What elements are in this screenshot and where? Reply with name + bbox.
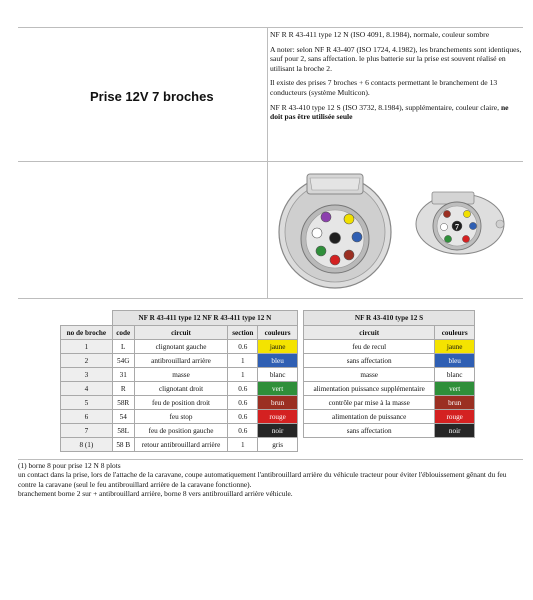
table-12s <box>303 310 475 438</box>
col-code: code <box>112 326 134 340</box>
wire-section: 1 <box>228 438 258 452</box>
socket-pin-7-label: 7 <box>455 222 459 232</box>
frame-divider <box>267 27 268 298</box>
pin-1-yellow <box>344 214 354 224</box>
table-row <box>304 368 475 382</box>
footnote-1: (1) borne 8 pour prise 12 N 8 plots <box>18 461 121 470</box>
wire-section: 0.6 <box>228 424 258 438</box>
pin-2-blue <box>352 232 362 242</box>
wire-color: bleu <box>258 354 298 368</box>
table-row <box>61 410 298 424</box>
table-row <box>304 424 475 438</box>
circuit-name: alimentation puissance supplémentaire <box>304 382 435 396</box>
pin-6-red <box>330 255 340 265</box>
circuit-code: R <box>112 382 134 396</box>
circuit-code: 31 <box>112 368 134 382</box>
wire-section: 1 <box>228 354 258 368</box>
pin-8-purple <box>321 212 331 222</box>
wire-section: 0.6 <box>228 382 258 396</box>
table-row <box>61 354 298 368</box>
broche-number: 6 <box>61 410 113 424</box>
circuit-name: feu de position droit <box>134 396 228 410</box>
note-4-text: NF R 43-410 type 12 S (ISO 3732, 8.1984), supplémentaire, couleur claire, <box>270 102 500 112</box>
table-row <box>61 382 298 396</box>
wire-section: 1 <box>228 368 258 382</box>
pin-4-green <box>316 246 326 256</box>
circuit-name: sans affectation <box>304 354 435 368</box>
col-couleurs: couleurs <box>258 326 298 340</box>
table-row <box>61 424 298 438</box>
circuit-name: clignotant gauche <box>134 340 228 354</box>
norm-notes <box>270 30 522 127</box>
wire-color: brun <box>258 396 298 410</box>
circuit-name: alimentation de puissance <box>304 410 435 424</box>
circuit-name: feu de position gauche <box>134 424 228 438</box>
pin-7-black <box>330 233 341 244</box>
pin-5-brown <box>344 250 354 260</box>
wire-color: blanc <box>435 368 475 382</box>
table-row <box>304 354 475 368</box>
broche-number: 5 <box>61 396 113 410</box>
circuit-name: feu stop <box>134 410 228 424</box>
pin-3-white <box>312 228 322 238</box>
col-circuit: circuit <box>134 326 228 340</box>
table-row <box>304 410 475 424</box>
broche-number: 1 <box>61 340 113 354</box>
table-row <box>304 382 475 396</box>
table-row <box>61 340 298 354</box>
wire-color: bleu <box>435 354 475 368</box>
wire-color: rouge <box>435 410 475 424</box>
footnote-3: branchement borne 2 sur + antibrouillard arrière, borne 8 vers antibrouillard arrière véhicule. <box>18 489 293 499</box>
frame-bottom <box>18 298 523 299</box>
circuit-code: 58R <box>112 396 134 410</box>
table-12s-title: NF R 43-410 type 12 S <box>304 311 475 326</box>
socket-12s-drawing <box>416 192 504 254</box>
wire-color: vert <box>258 382 298 396</box>
circuit-name: retour antibrouillard arrière <box>134 438 228 452</box>
broche-number: 7 <box>61 424 113 438</box>
table-12n <box>60 310 298 452</box>
socket-illustrations <box>270 164 523 294</box>
footer-rule <box>18 459 523 460</box>
table-row <box>61 368 298 382</box>
circuit-name: masse <box>134 368 228 382</box>
broche-number: 3 <box>61 368 113 382</box>
col-s-circuit: circuit <box>304 326 435 340</box>
circuit-name: antibrouillard arrière <box>134 354 228 368</box>
circuit-code: L <box>112 340 134 354</box>
wire-section: 0.6 <box>228 410 258 424</box>
circuit-name: contrôle par mise à la masse <box>304 396 435 410</box>
note-3: Il existe des prises 7 broches + 6 contacts permettant le branchement de 13 conducteurs (système Multicon). <box>270 78 498 97</box>
wire-color: noir <box>435 424 475 438</box>
wire-color: noir <box>258 424 298 438</box>
wire-color: blanc <box>258 368 298 382</box>
circuit-code: 58L <box>112 424 134 438</box>
circuit-name: sans affectation <box>304 424 435 438</box>
note-4-bold: ne doit pas être utilisée seule <box>270 102 509 122</box>
circuit-code: 54 <box>112 410 134 424</box>
col-no-broche: no de broche <box>61 326 113 340</box>
frame-mid <box>18 161 523 162</box>
col-section: section <box>228 326 258 340</box>
page-title: Prise 12V 7 broches <box>90 89 214 104</box>
table-row <box>61 438 298 452</box>
broche-number: 4 <box>61 382 113 396</box>
table-12n-title: NF R 43-411 type 12 NF R 43-411 type 12 N <box>112 311 297 326</box>
wire-color: jaune <box>435 340 475 354</box>
wire-color: jaune <box>258 340 298 354</box>
footnote-2: un contact dans la prise, lors de l'attache de la caravane, coupe automatiquement l'antibrouillard arrière du véhicule tracteur pour éviter l'éblouissement gênant du feu contre la caravane (seul le feu antibrouillard arrière de la caravane fonctionne). <box>18 470 507 489</box>
frame-top <box>18 27 523 28</box>
wire-section: 0.6 <box>228 396 258 410</box>
circuit-code: 54G <box>112 354 134 368</box>
wire-section: 0.6 <box>228 340 258 354</box>
circuit-name: feu de recul <box>304 340 435 354</box>
table-row <box>304 340 475 354</box>
broche-number: 8 (1) <box>61 438 113 452</box>
wire-color: vert <box>435 382 475 396</box>
note-1: NF R R 43-411 type 12 N (ISO 4091, 8.1984), normale, couleur sombre <box>270 30 490 39</box>
circuit-name: masse <box>304 368 435 382</box>
note-2: A noter: selon NF R 43-407 (ISO 1724, 4.1982), les branchements sont identiques, sauf pour 2, sans affectation. le plus batterie sur la prise est souvent réalisé en utilisant la broche 2. <box>270 44 522 73</box>
circuit-name: clignotant droit <box>134 382 228 396</box>
broche-number: 2 <box>61 354 113 368</box>
wire-color: gris <box>258 438 298 452</box>
wire-color: brun <box>435 396 475 410</box>
table-row <box>304 396 475 410</box>
circuit-code: 58 B <box>112 438 134 452</box>
socket-12n-drawing <box>279 174 391 288</box>
table-row <box>61 396 298 410</box>
note-4 <box>270 103 522 122</box>
col-s-couleurs: couleurs <box>435 326 475 340</box>
footnotes <box>18 461 523 499</box>
wire-color: rouge <box>258 410 298 424</box>
